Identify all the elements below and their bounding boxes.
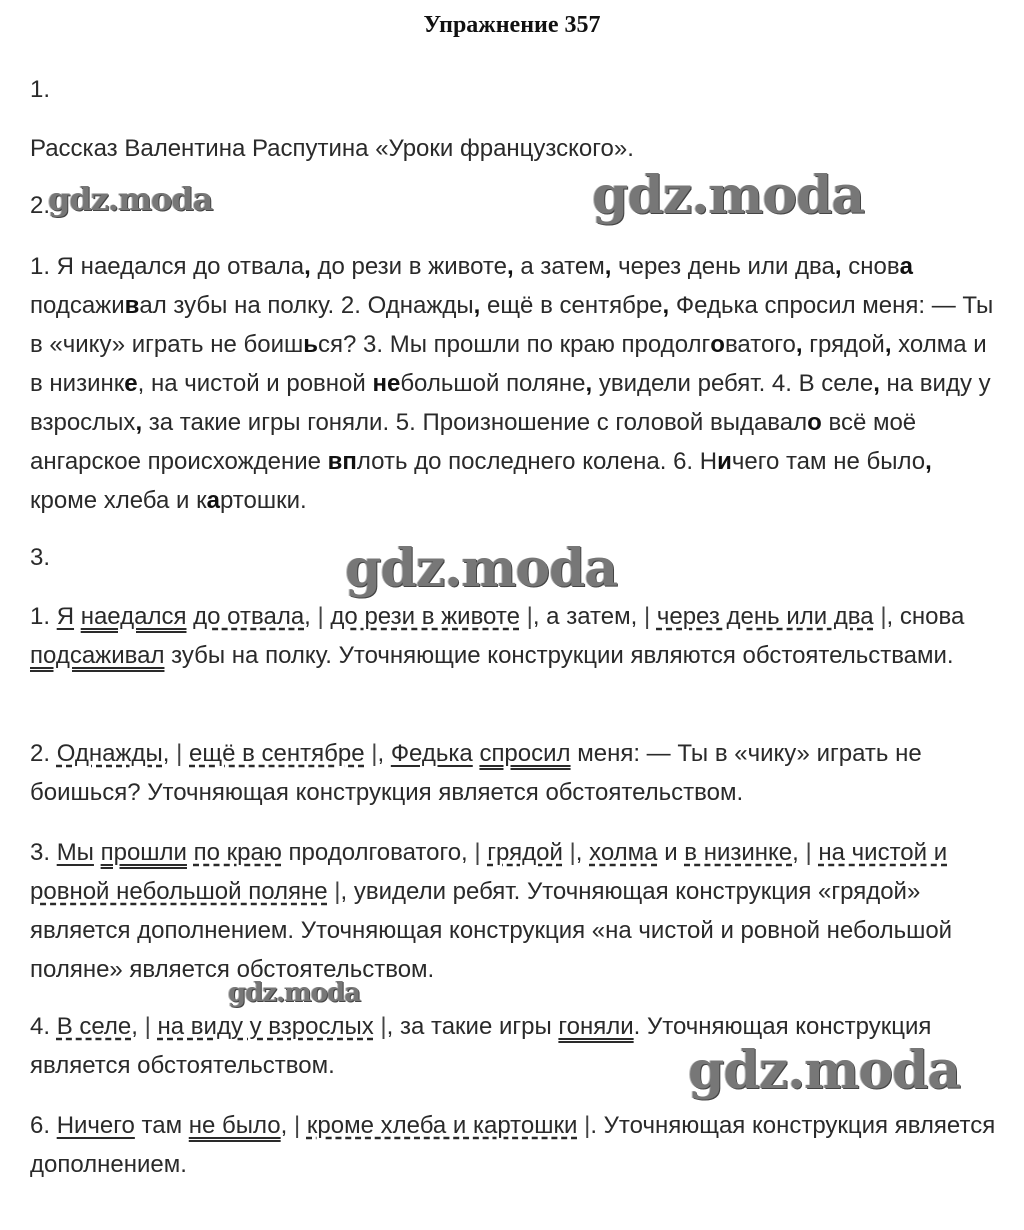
analysis-item-2: 2. Однажды, | ещё в сентябре |, Федька спросил меня: — Ты в «чику» играть не боишься? Уточняющая конструкция является обстоятельством.	[30, 740, 922, 806]
section-2-number: 2.	[30, 192, 51, 219]
analysis-item-4: 4. В селе, | на виду у взрослых |, за такие игры гоняли. Уточняющая конструкция является обстоятельством.	[30, 1013, 932, 1079]
page-title: Упражнение 357	[423, 12, 601, 38]
section-1-number: 1.	[30, 76, 51, 103]
analysis-item-6: 6. Ничего там не было, | кроме хлеба и картошки |. Уточняющая конструкция является дополнением.	[30, 1112, 996, 1178]
section-1-text: Рассказ Валентина Распутина «Уроки французского».	[30, 135, 634, 162]
section-3-number: 3.	[30, 544, 51, 571]
watermark-logo: gdz.moda	[48, 180, 213, 218]
section-2-text: 1. Я наедался до отвала, до рези в животе, а затем, через день или два, снова подсаживал зубы на полку. 2. Однажды, ещё в сентябре, Федька спросил меня: — Ты в «чику» играть не боишься? 3. Мы прошли по краю продолговатого, грядой, холма и в низинке, на чистой и ровной небольшой поляне, увидели ребят. 4. В селе, на виду у взрослых, за такие игры гоняли. 5. Произношение с головой выдавало всё моё ангарское происхождение вплоть до последнего колена. 6. Ничего там не было, кроме хлеба и картошки.	[30, 253, 994, 514]
analysis-item-3: 3. Мы прошли по краю продолговатого, | грядой |, холма и в низинке, | на чистой и ровной небольшой поляне |, увидели ребят. Уточняющая конструкция «грядой» является дополнением. Уточняющая конструкция «на чистой и ровной небольшой поляне» является обстоятельством.	[30, 839, 953, 983]
watermark-logo: gdz.moda	[228, 978, 361, 1008]
watermark-logo: gdz.moda	[592, 165, 865, 226]
watermark-logo: gdz.moda	[688, 1040, 961, 1101]
watermark-logo: gdz.moda	[345, 538, 618, 599]
analysis-item-1: 1. Я наедался до отвала, | до рези в животе |, а затем, | через день или два |, снова подсаживал зубы на полку. Уточняющие конструкции являются обстоятельствами.	[30, 603, 965, 669]
